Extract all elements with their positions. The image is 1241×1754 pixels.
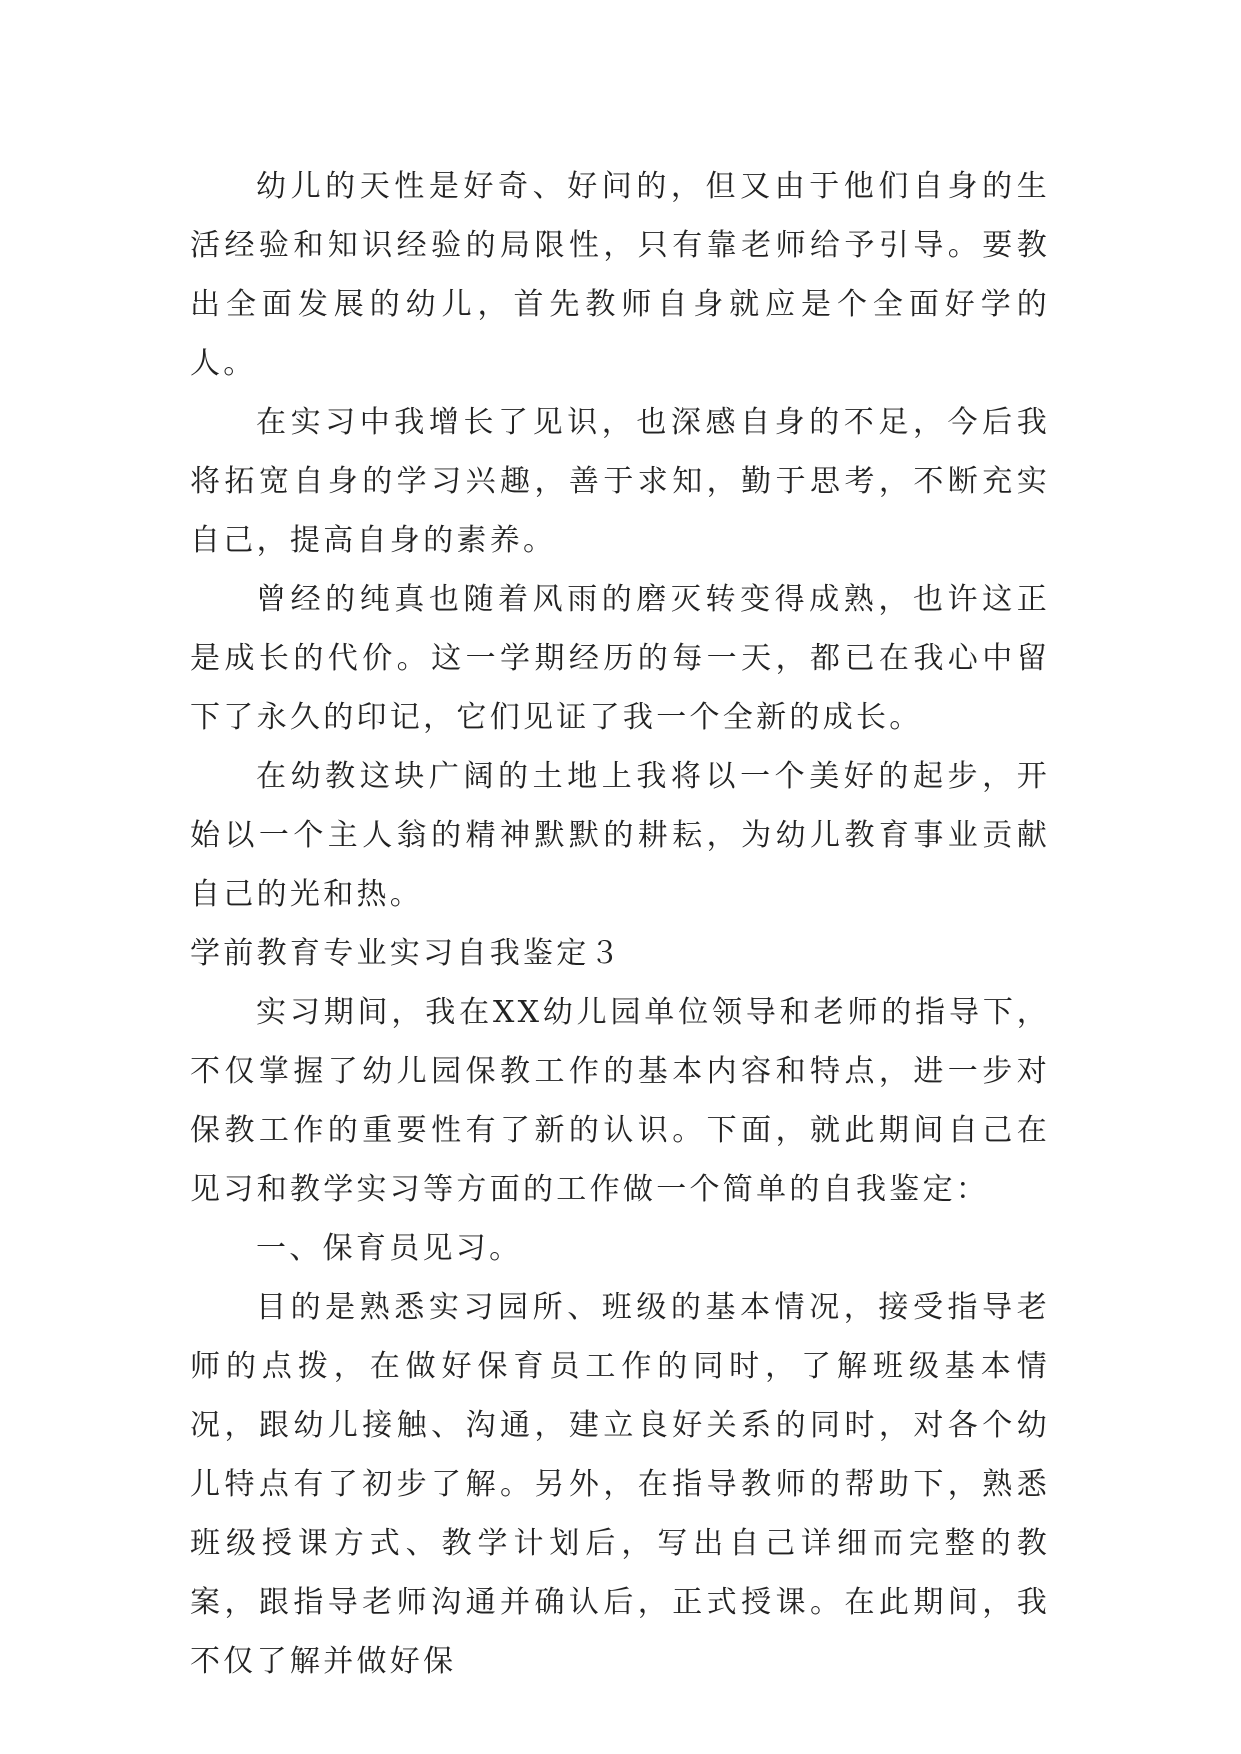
paragraph: 幼儿的天性是好奇、好问的，但又由于他们自身的生活经验和知识经验的局限性，只有靠老师给予引导。要教出全面发展的幼儿，首先教师自身就应是个全面好学的人。 xyxy=(190,169,1050,381)
paragraph: 实习期间，我在XX幼儿园单位领导和老师的指导下，不仅掌握了幼儿园保教工作的基本内容和特点，进一步对保教工作的重要性有了新的认识。下面，就此期间自己在见习和教学实习等方面的工作做一个简单的自我鉴定： xyxy=(190,995,1050,1207)
paragraph: 一、保育员见习。 xyxy=(256,1231,523,1266)
paragraph: 在幼教这块广阔的土地上我将以一个美好的起步，开始以一个主人翁的精神默默的耕耘，为幼儿教育事业贡献自己的光和热。 xyxy=(190,759,1050,912)
document-body xyxy=(190,157,1050,1691)
paragraph: 在实习中我增长了见识，也深感自身的不足，今后我将拓宽自身的学习兴趣，善于求知，勤于思考，不断充实自己，提高自身的素养。 xyxy=(190,405,1050,558)
paragraph: 目的是熟悉实习园所、班级的基本情况，接受指导老师的点拨，在做好保育员工作的同时，了解班级基本情况，跟幼儿接触、沟通，建立良好关系的同时，对各个幼儿特点有了初步了解。另外，在指导教师的帮助下，熟悉班级授课方式、教学计划后，写出自己详细而完整的教案，跟指导老师沟通并确认后，正式授课。在此期间，我不仅了解并做好保 xyxy=(190,1290,1050,1679)
paragraph: 曾经的纯真也随着风雨的磨灭转变得成熟，也许这正是成长的代价。这一学期经历的每一天，都已在我心中留下了永久的印记，它们见证了我一个全新的成长。 xyxy=(190,582,1050,735)
section-title: 学前教育专业实习自我鉴定３ xyxy=(190,936,623,971)
